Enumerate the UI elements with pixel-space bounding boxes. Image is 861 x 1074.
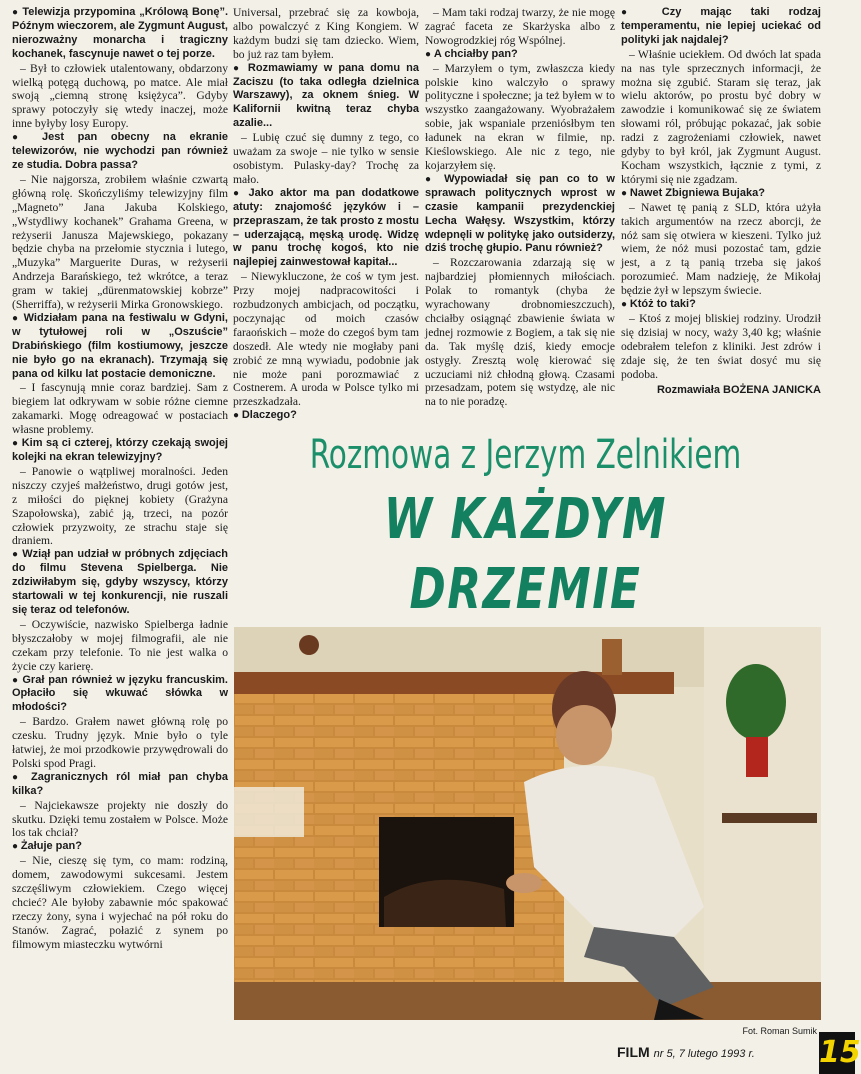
interview-question: ● Jest pan obecny na ekranie telewizorów, nie wychodzi pan również ze studia. Dobra passa?: [12, 131, 228, 173]
interview-answer: – Nie, cieszę się tym, co mam: rodziną, domem, zawodowymi sukcesami. Jestem szczęśliwym człowiekiem. Czego więcej chcieć? Ale byłoby zabawnie móc spakować rzeczy żony, syna i wyjechać na pół roku do Stanów. Zagrać, połazić z synem po filmowym miasteczku wytwórni: [12, 854, 228, 951]
interview-answer: – Najciekawsze projekty nie doszły do skutku. Dzięki temu zostałem w Polsce. Może los tak chciał?: [12, 798, 228, 840]
photo-illustration: [234, 627, 821, 1020]
interview-answer: – Ktoś z mojej bliskiej rodziny. Urodził się dzisiaj w nocy, waży 3,40 kg; właśnie odebrałem telefon z kliniki. Jest zdrów i zdaje się, że ten świat dosyć mu się podoba.: [621, 311, 821, 381]
interview-question: ● Zagranicznych ról miał pan chyba kilka?: [12, 771, 228, 799]
interview-answer: Universal, przebrać się za kowboja, albo powalczyć z King Kongiem. W każdym budzi się tam dziecko. Wiem, bo już raz tam byłem.: [233, 6, 419, 61]
interview-answer: – Właśnie uciekłem. Od dwóch lat spada na nas tyle sprzecznych informacji, że można się zgubić. Staram się teraz, jak wielu aktorów, po prostu być dobry w zawodzie i komunikować się ze światem słowami ról, próbując pokazać, jak sobie radzi z zagrożeniami człowiek, nawet gdyby to był król, jak Zygmunt August. Kocham wszystkich, łącznie z tymi, z którymi się nie zgadzam.: [621, 47, 821, 186]
interview-question: ● Rozmawiamy w pana domu na Zaciszu (to taka odległa dzielnica Warszawy), za oknem śnieg. W Kalifornii kwitną teraz chyba azalie...: [233, 62, 419, 132]
page-footer: [617, 1044, 755, 1060]
photo-credit: Fot. Roman Sumik: [742, 1026, 817, 1036]
interview-question: ● Wziął pan udział w próbnych zdjęciach do filmu Stevena Spielberga. Nie zdziwiłabym się, gdyby wszyscy, którzy startowali w tej konkurencji, nie ruszali się teraz od telefonów.: [12, 548, 228, 618]
interview-question: ● A chciałby pan?: [425, 48, 615, 62]
page-number: 15: [819, 1032, 855, 1074]
interview-question: ● Wypowiadał się pan co to w sprawach politycznych wprost w czasie kampanii prezydenckiej Lecha Wałęsy. Wszystkim, którzy wdepnęli w politykę jako outsiderzy, dziś trochę głupio. Panu również?: [425, 173, 615, 256]
interview-question: ● Jako aktor ma pan dodatkowe atuty: znajomość języków i – przepraszam, że tak prosto z mostu – uderzającą, męską urodę. Widzę w panu trochę kogoś, kto nie najlepiej zainwestował kapitał...: [233, 187, 419, 270]
interview-question: ● Czy mając taki rodzaj temperamentu, nie lepiej uciekać od polityki jak najdalej?: [621, 6, 821, 48]
interview-answer: – Marzyłem o tym, zwłaszcza kiedy polskie kino walczyło o sprawy polityczne i społeczne; ja też byłem w to wszystko zaangażowany. Wyobrażałem sobie, jak wspaniale przeniósłbym ten ładunek na ekran w filmie, np. Kieślowskiego. Ale nic z tego, nie kojarzyłem się.: [425, 61, 615, 172]
interview-question: ● Kim są ci czterej, którzy czekają swojej kolejki na ekran telewizyjny?: [12, 437, 228, 465]
interview-question: ● Grał pan również w języku francuskim. Opłaciło się wkuwać słówka w młodości?: [12, 674, 228, 716]
interview-answer: – Bardzo. Grałem nawet główną rolę po czesku. Trudny język. Mnie było o tyle łatwiej, że moi przodkowie przywędrowali do Polski spod Pragi.: [12, 715, 228, 770]
interview-answer: – Niewykluczone, że coś w tym jest. Przy mojej nadpracowitości i rozbudzonych ambicjach, od początku, poczynając od moich czasów faraońskich – może do czegoś bym tam doszedł. Ale wtedy nie mogłaby pani zrobić ze mną wywiadu, podobnie jak nie może pani porozmawiać z Costnerem. A uroda w Polsce tylko mi przeszkadzała.: [233, 270, 419, 409]
interview-answer: – Rozczarowania zdarzają się w najbardziej płomiennych miłościach. Polak to romantyk (chyba że wyrachowany drobnomieszczuch), chciałby osiągnąć zbawienie świata w jednej rozmowie z Bogiem, a tak się nie da. Tak myślę dziś, kiedy emocje ostygły. Zresztą wolę kierować się uczuciami niż chłodną głową. Czasami przesadzam, potem się wstydzę, ale nic na to nie poradzę.: [425, 256, 615, 409]
interview-answer: – Nie najgorsza, zrobiłem właśnie czwartą główną rolę. Skończyliśmy telewizyjny film „Magneto” Jana Jakuba Kolskiego, „Wstydliwy kochanek” Grahama Greena, w reżyserii Janusza Majewskiego, pokazany będzie chyba na przełomie stycznia i lutego, „Muzyka” Marguerite Duras, w reżyserii Andrzeja Barańskiego, też wkrótce, a teraz gram w takiej „dürenmatowskiej kobrze” (Sherriffa), w reżyserii Mirka Gronowskiego.: [12, 172, 228, 312]
interview-question: ● Któż to taki?: [621, 298, 821, 312]
author-signature: Rozmawiała BOŻENA JANICKA: [656, 384, 821, 397]
interview-answer: – Był to człowiek utalentowany, obdarzony wielką potęgą duchową, po matce. Ale miał swoją „ciemną stronę księżyca”. Gdyby sprawy potoczyły się wtedy inaczej, może inne byłyby losy Europy.: [12, 61, 228, 131]
headline-line-1: W KAŻDYM: [383, 487, 668, 552]
headline-line-2: DRZEMIE: [409, 557, 642, 622]
magazine-name: FILM: [617, 1044, 650, 1060]
interview-answer: – Oczywiście, nazwisko Spielberga ładnie błyszczałoby w mojej filmografii, ale nie czekam przy telefonie. To nie jest walka o życie czy karierę.: [12, 617, 228, 673]
fireplace-portrait-photo: [234, 627, 821, 1020]
interview-answer: – Mam taki rodzaj twarzy, że nie mogę zagrać faceta ze Skarżyska albo z Nowogrodzkiej róg Wspólnej.: [425, 6, 615, 47]
interview-question: ● Dlaczego?: [233, 409, 419, 423]
interview-answer: – Lubię czuć się dumny z tego, co uważam za swoje – nie tylko w sensie osobistym. Pulasky-day? Trochę za mało.: [233, 131, 419, 186]
interview-question: ● Nawet Zbigniewa Bujaka?: [621, 187, 821, 201]
article-column-3: [425, 6, 615, 409]
interview-question: ● Telewizja przypomina „Królową Bonę”. Późnym wieczorem, ale Zygmunt August, nierozważny monarcha i tragiczny kochanek, fascynuje nawet o tej porze.: [12, 6, 228, 62]
interview-answer: – I fascynują mnie coraz bardziej. Sam z biegiem lat odkrywam w sobie różne ciemne zakamarki. Mogę odreagować w postaciach własne problemy.: [12, 381, 228, 437]
interview-subtitle: Rozmowa z Jerzym Zelnikiem: [309, 432, 742, 478]
interview-question: ● Widziałam pana na festiwalu w Gdyni, w tytułowej roli w „Oszuście” Drabińskiego (film kostiumowy, jeszcze nie było go na ekranach). Trzymają się pana od kilku lat postacie demoniczne.: [12, 312, 228, 382]
article-column-4: [621, 6, 821, 398]
issue-info: nr 5, 7 lutego 1993 r.: [653, 1048, 755, 1060]
article-column-1: [12, 6, 228, 952]
article-column-2: [233, 6, 419, 423]
interview-answer: – Panowie o wątpliwej moralności. Jeden niszczy czyjeś małżeństwo, drugi gotów jest, z miłości do pięknej kobiety (Grażyna Szapołowska), zabić ją, trzeci, na pozór człowiek przyzwoity, ze strachu staje się draniem.: [12, 464, 228, 548]
interview-answer: – Nawet tę panią z SLD, która użyła takich argumentów na rzecz aborcji, że nóż sam się otwiera w kieszeni. Tylko już wiem, że nóż musi pozostać tam, gdzie jest, a z tą panią trzeba się jakoś porozumieć. Mam nadzieję, że Mikołaj będzie żył w lepszym świecie.: [621, 200, 821, 298]
interview-question: ● Żałuje pan?: [12, 840, 228, 854]
